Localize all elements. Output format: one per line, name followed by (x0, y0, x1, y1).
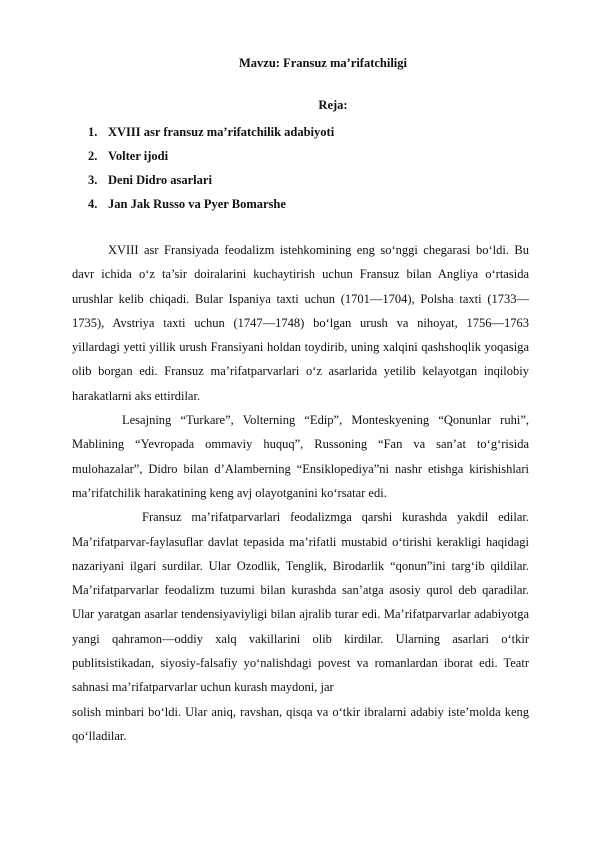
plan-item-number: 3. (88, 173, 98, 187)
plan-item-text: Volter ijodi (108, 149, 169, 163)
paragraph: Fransuz ma’rifatparvarlari feodalizmga qarshi kurashda yakdil edilar. Ma’rifatparvar-faylasuflar davlat tepasida ma’rifatli mustabid o‘tirishi kerakligi haqidagi nazariyani ilgari surdilar. Ular Ozodlik, Tenglik, Birodarlik “qonun”ini targ‘ib qildilar. Ma’rifatparvarlar feodalizm tuzumi bilan kurashda san’atga asosiy qurol deb qaradilar. Ular yaratgan asarlar tendensiyaviyligi bilan ajralib turar edi. Ma’rifatparvarlar adabiyotga yangi qahramon—oddiy xalq vakillarini olib kirdilar. Ularning asarlari o‘tkir publitsistikadan, siyosiy-falsafiy yo‘nalishdagi povest va romanlardan iborat edi. Teatr sahnasi ma’rifatparvarlar uchun kurash maydoni, jar (72, 510, 529, 695)
plan-item (88, 168, 334, 192)
plan-heading: Reja: (318, 98, 348, 112)
plan-item (88, 120, 334, 144)
paragraph: solish minbari bo‘ldi. Ular aniq, ravshan, qisqa va o‘tkir ibralarni adabiy iste’molda keng qo‘lladilar. (72, 704, 529, 743)
body-text (72, 238, 529, 748)
plan-item-number: 2. (88, 149, 98, 163)
plan-item-text: Deni Didro asarlari (108, 173, 212, 187)
paragraph: Lesajning “Turkare”, Volterning “Edip”, Monteskyening “Qonunlar ruhi”, Mablining “Yevropada ommaviy huquq”, Russoning “Fan va san’at to‘g‘risida mulohazalar”, Didro bilan d’Alamberning “Ensiklopediya”ni nashr etishga kirishishlari ma’rifatchilik harakatining keng avj olayotganini ko‘rsatar edi. (72, 413, 529, 500)
plan-item-number: 1. (88, 125, 98, 139)
plan-list (88, 120, 334, 216)
plan-item-text: XVIII asr fransuz ma’rifatchilik adabiyoti (108, 125, 335, 139)
paragraph: XVIII asr Fransiyada feodalizm istehkomining eng so‘nggi chegarasi bo‘ldi. Bu davr ichida o‘z ta’sir doiralarini kuchaytirish uchun Fransuz bilan Angliya o‘rtasida urushlar kelib chiqadi. Bular Ispaniya taxti uchun (1701—1704), Polsha taxti (1733—1735), Avstriya taxti uchun (1747—1748) bo‘lgan urush va nihoyat, 1756—1763 yillardagi yetti yillik urush Fransiyani holdan toydirib, uning xalqini qashshoqlik yoqasiga olib borgan edi. Fransuz ma’rifatparvarlari o‘z asarlarida yetilib kelayotgan inqilobiy harakatlarni aks ettirdilar. (72, 243, 529, 403)
plan-item (88, 144, 334, 168)
page-title: Mavzu: Fransuz ma’rifatchiligi (238, 56, 408, 70)
plan-item (88, 192, 334, 216)
plan-item-text: Jan Jak Russo va Pyer Bomarshe (108, 197, 286, 211)
plan-item-number: 4. (88, 197, 98, 211)
